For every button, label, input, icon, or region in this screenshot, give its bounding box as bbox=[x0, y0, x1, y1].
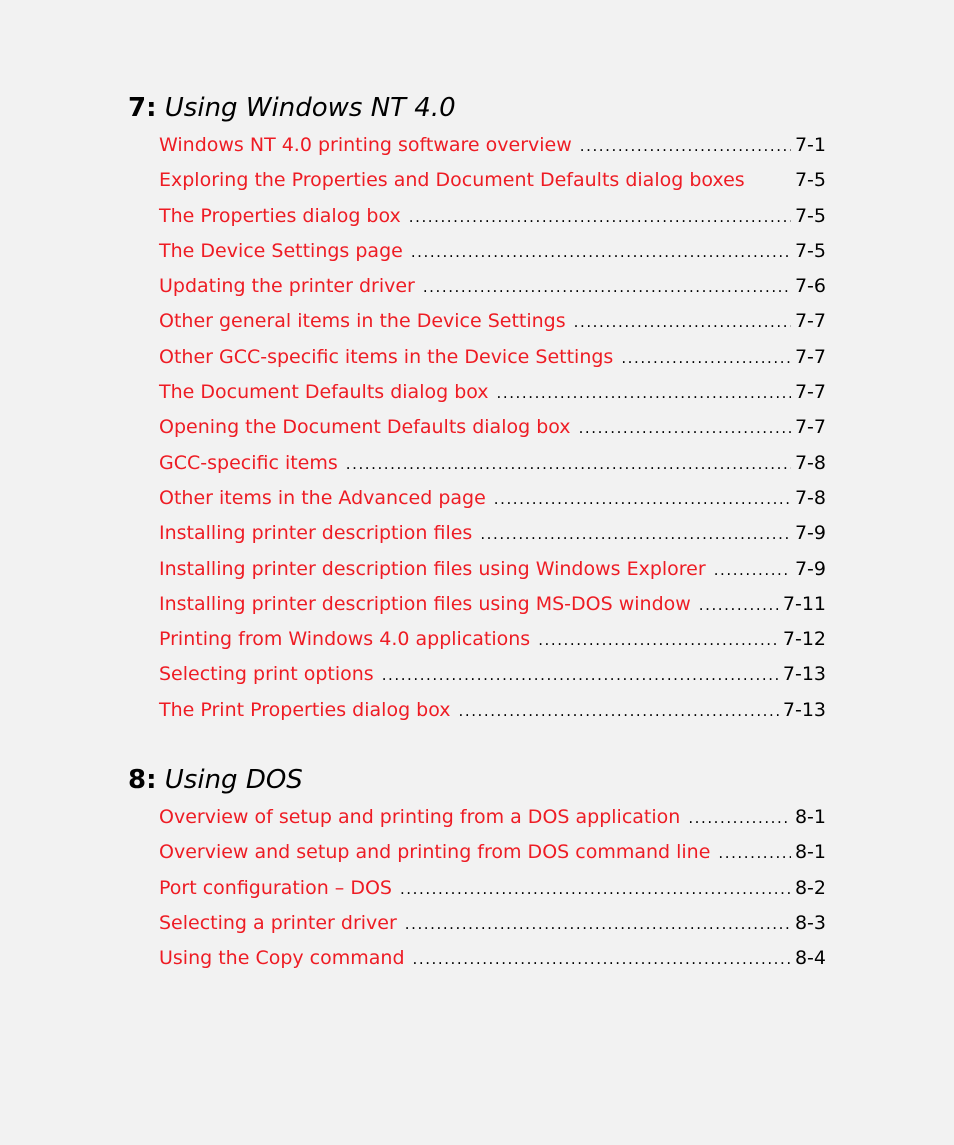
toc-entry[interactable] bbox=[159, 941, 826, 976]
toc-entry[interactable] bbox=[159, 835, 826, 870]
toc-entry[interactable] bbox=[159, 410, 826, 445]
toc-entry-list bbox=[128, 128, 826, 728]
toc-entry-list bbox=[128, 800, 826, 976]
toc-entry[interactable] bbox=[159, 199, 826, 234]
page-number: 7-6 bbox=[794, 275, 826, 298]
toc-entry[interactable] bbox=[159, 587, 826, 622]
page-number: 7-7 bbox=[794, 310, 826, 333]
toc-entry[interactable] bbox=[159, 516, 826, 551]
toc-entry[interactable] bbox=[159, 552, 826, 587]
page-number: 7-8 bbox=[794, 486, 826, 509]
page-number: 8-1 bbox=[794, 806, 826, 828]
page-number: 7-5 bbox=[794, 169, 826, 192]
page-number: 7-13 bbox=[782, 698, 826, 721]
toc-entry-link[interactable]: Installing printer description files bbox=[159, 522, 473, 545]
toc-entry[interactable] bbox=[159, 269, 826, 304]
toc-entry[interactable] bbox=[159, 234, 826, 269]
toc-entry[interactable] bbox=[159, 481, 826, 516]
toc-entry-link[interactable]: Using the Copy command bbox=[159, 947, 405, 970]
page-number: 7-11 bbox=[782, 592, 826, 615]
toc-entry-link[interactable]: Windows NT 4.0 printing software overview bbox=[159, 134, 572, 156]
dot-leader bbox=[494, 482, 791, 517]
toc-entry-link[interactable]: The Properties dialog box bbox=[159, 204, 401, 227]
chapter-8 bbox=[128, 762, 826, 976]
page-number: 7-7 bbox=[794, 381, 826, 404]
page-number: 8-3 bbox=[794, 911, 826, 934]
toc-entry-link[interactable]: The Document Defaults dialog box bbox=[159, 381, 489, 404]
chapter-number: 8: bbox=[128, 765, 157, 795]
toc-entry-link[interactable]: Exploring the Properties and Document Defaults dialog boxes bbox=[159, 169, 745, 192]
toc-entry-link[interactable]: Other items in the Advanced page bbox=[159, 486, 486, 509]
dot-leader bbox=[579, 411, 791, 446]
toc-entry-link[interactable]: The Device Settings page bbox=[159, 239, 403, 262]
toc-entry-link[interactable]: Overview and setup and printing from DOS command line bbox=[159, 841, 711, 864]
chapter-number: 7: bbox=[128, 93, 157, 123]
chapter-heading bbox=[128, 762, 826, 798]
dot-leader bbox=[718, 836, 791, 871]
dot-leader bbox=[411, 235, 791, 270]
toc-entry[interactable] bbox=[159, 871, 826, 906]
chapter-heading bbox=[128, 90, 826, 126]
page-number: 7-8 bbox=[794, 451, 826, 474]
toc-entry[interactable] bbox=[159, 375, 826, 410]
dot-leader bbox=[459, 694, 779, 729]
page-number: 7-9 bbox=[794, 522, 826, 545]
dot-leader bbox=[580, 129, 791, 164]
toc-entry-link[interactable]: Selecting print options bbox=[159, 663, 374, 686]
toc-entry-link[interactable]: Printing from Windows 4.0 applications bbox=[159, 628, 531, 651]
toc-entry[interactable] bbox=[159, 304, 826, 339]
dot-leader bbox=[400, 872, 791, 907]
toc-entry[interactable] bbox=[159, 163, 826, 198]
toc-entry-link[interactable]: Other GCC-specific items in the Device Settings bbox=[159, 345, 614, 368]
page-number: 7-7 bbox=[794, 345, 826, 368]
toc-entry-link[interactable]: Opening the Document Defaults dialog box bbox=[159, 416, 571, 439]
toc-entry-link[interactable]: GCC-specific items bbox=[159, 451, 338, 474]
dot-leader bbox=[699, 588, 779, 623]
toc-entry[interactable] bbox=[159, 128, 826, 163]
toc-entry-link[interactable]: Updating the printer driver bbox=[159, 275, 415, 298]
page-number: 7-7 bbox=[794, 416, 826, 439]
page-number: 7-5 bbox=[794, 204, 826, 227]
dot-leader bbox=[480, 517, 791, 552]
toc-entry-link[interactable]: Port configuration – DOS bbox=[159, 876, 392, 899]
dot-leader bbox=[409, 200, 791, 235]
dot-leader bbox=[538, 623, 779, 658]
dot-leader bbox=[574, 305, 791, 340]
toc-entry-link[interactable]: Selecting a printer driver bbox=[159, 911, 397, 934]
toc-entry-link[interactable]: Overview of setup and printing from a DOS application bbox=[159, 806, 681, 828]
chapter-title: Using DOS bbox=[164, 765, 303, 795]
chapter-title: Using Windows NT 4.0 bbox=[164, 93, 456, 123]
toc-entry-link[interactable]: Installing printer description files using Windows Explorer bbox=[159, 557, 706, 580]
toc-entry[interactable] bbox=[159, 693, 826, 728]
toc-entry[interactable] bbox=[159, 622, 826, 657]
dot-leader bbox=[714, 553, 791, 588]
page-number: 7-13 bbox=[782, 663, 826, 686]
toc-entry-link[interactable]: Installing printer description files using MS-DOS window bbox=[159, 592, 691, 615]
dot-leader bbox=[621, 341, 791, 376]
dot-leader bbox=[497, 376, 791, 411]
page-number: 8-1 bbox=[794, 841, 826, 864]
page-number: 7-12 bbox=[782, 628, 826, 651]
toc-entry[interactable] bbox=[159, 906, 826, 941]
toc-entry[interactable] bbox=[159, 446, 826, 481]
dot-leader bbox=[423, 270, 791, 305]
chapter-7 bbox=[128, 90, 826, 728]
page-number: 8-4 bbox=[794, 947, 826, 970]
dot-leader bbox=[382, 658, 779, 693]
toc-entry[interactable] bbox=[159, 340, 826, 375]
page-number: 8-2 bbox=[794, 876, 826, 899]
toc-entry-link[interactable]: The Print Properties dialog box bbox=[159, 698, 451, 721]
toc-entry-link[interactable]: Other general items in the Device Settings bbox=[159, 310, 566, 333]
dot-leader bbox=[413, 942, 791, 977]
dot-leader bbox=[346, 447, 791, 482]
page-number: 7-9 bbox=[794, 557, 826, 580]
toc-entry[interactable] bbox=[159, 657, 826, 692]
toc-entry[interactable] bbox=[159, 800, 826, 835]
dot-leader bbox=[405, 907, 791, 942]
dot-leader bbox=[688, 801, 791, 836]
page-number: 7-1 bbox=[794, 134, 826, 156]
page-number: 7-5 bbox=[794, 239, 826, 262]
